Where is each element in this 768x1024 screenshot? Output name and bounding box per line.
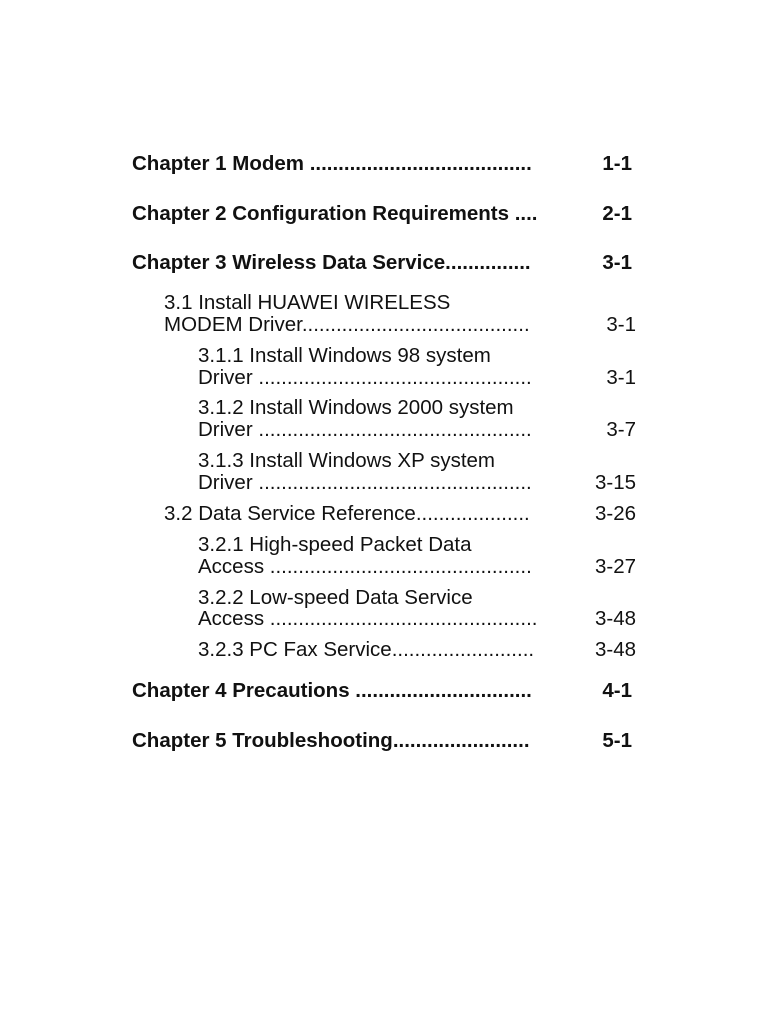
toc-page-number: 3-1 <box>602 251 632 274</box>
toc-page-number: 2-1 <box>602 202 632 225</box>
toc-leader: .............................................. <box>264 555 532 578</box>
toc-leader: ................................................ <box>252 418 532 441</box>
toc-section-3-1-1-line1[interactable]: 3.1.1 Install Windows 98 system <box>198 344 491 367</box>
toc-page-number: 3-26 <box>594 502 636 525</box>
toc-leader: ........................ <box>392 729 530 752</box>
toc-title: Driver <box>198 366 253 389</box>
toc-leader: ................................................ <box>252 366 532 389</box>
toc-chapter-3[interactable] <box>132 252 531 274</box>
toc-leader: ............................... <box>349 679 532 702</box>
toc-section-3-1-2-line1[interactable]: 3.1.2 Install Windows 2000 system <box>198 396 514 419</box>
toc-title: Chapter 2 Configuration Requirements <box>132 202 510 225</box>
toc-section-3-2-1-line2[interactable] <box>198 556 532 578</box>
toc-leader: ........................................ <box>301 313 530 336</box>
toc-title: Access <box>198 607 265 630</box>
toc-title: Chapter 4 Precautions <box>132 679 350 702</box>
toc-leader: ............................................... <box>264 607 538 630</box>
toc-section-3-2-2-line2[interactable] <box>198 608 537 630</box>
toc-leader: .... <box>509 202 538 225</box>
toc-page-number: 5-1 <box>602 729 632 752</box>
toc-section-3-1-line2[interactable] <box>164 314 530 336</box>
toc-section-3-2-3[interactable] <box>198 639 534 661</box>
toc-chapter-1[interactable] <box>132 153 532 175</box>
toc-section-3-2[interactable] <box>164 503 530 525</box>
toc-leader: ....................................... <box>304 152 532 175</box>
toc-page-number: 3-1 <box>606 313 636 336</box>
toc-chapter-2[interactable] <box>132 203 538 225</box>
toc-leader: ............... <box>445 251 531 274</box>
toc-section-3-2-2-line1[interactable]: 3.2.2 Low-speed Data Service <box>198 586 473 609</box>
toc-title: 3.2 Data Service Reference <box>164 502 416 525</box>
toc-section-3-1-3-line2[interactable] <box>198 472 532 494</box>
toc-leader: .................... <box>415 502 530 525</box>
toc-section-3-1-3-line1[interactable]: 3.1.3 Install Windows XP system <box>198 449 495 472</box>
toc-section-3-1-2-line2[interactable] <box>198 419 532 441</box>
toc-page-number: 3-48 <box>594 638 636 661</box>
toc-title: 3.2.3 PC Fax Service <box>198 638 392 661</box>
toc-page-number: 3-7 <box>606 418 636 441</box>
toc-section-3-2-1-line1[interactable]: 3.2.1 High-speed Packet Data <box>198 533 472 556</box>
toc-title: Chapter 1 Modem <box>132 152 304 175</box>
toc-section-3-1-1-line2[interactable] <box>198 367 532 389</box>
toc-chapter-4[interactable] <box>132 680 532 702</box>
toc-leader: ................................................ <box>252 471 532 494</box>
toc-title: Driver <box>198 471 253 494</box>
toc-title: Driver <box>198 418 253 441</box>
toc-chapter-5[interactable] <box>132 730 530 752</box>
toc-leader: ......................... <box>391 638 535 661</box>
toc-title: Chapter 5 Troubleshooting <box>132 729 393 752</box>
toc-title: Chapter 3 Wireless Data Service <box>132 251 446 274</box>
toc-page-number: 3-48 <box>594 607 636 630</box>
toc-page-number: 3-1 <box>606 366 636 389</box>
toc-page-number: 3-15 <box>594 471 636 494</box>
toc-title: MODEM Driver <box>164 313 302 336</box>
toc-page-number: 1-1 <box>602 152 632 175</box>
toc-page-number: 4-1 <box>602 679 632 702</box>
toc-section-3-1-line1[interactable]: 3.1 Install HUAWEI WIRELESS <box>164 291 451 314</box>
toc-page-number: 3-27 <box>594 555 636 578</box>
toc-title: Access <box>198 555 265 578</box>
